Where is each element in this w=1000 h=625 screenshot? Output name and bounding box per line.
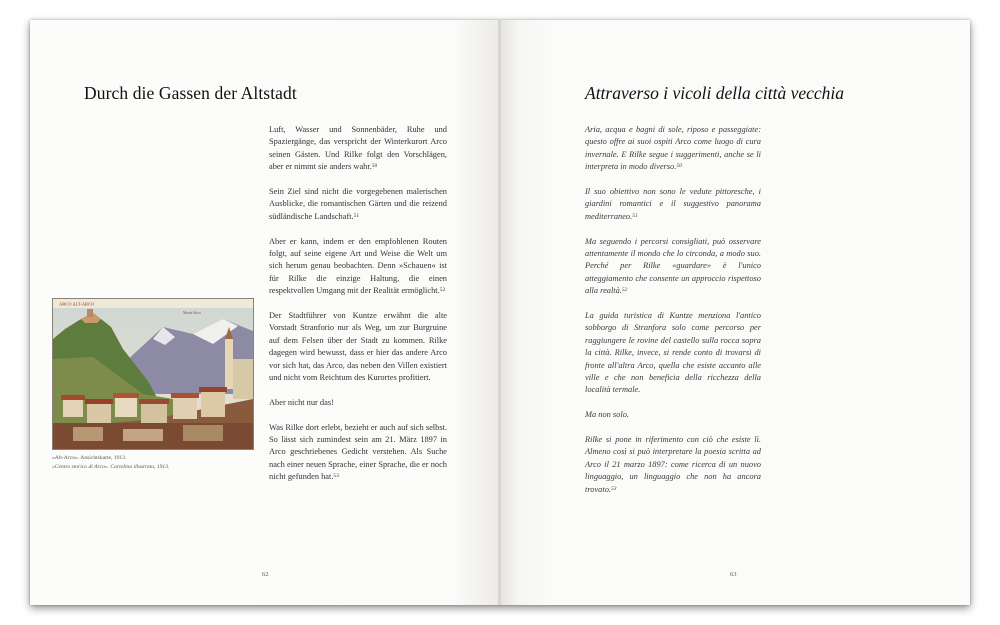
caption-italian: «Centro storico di Arco». Cartolina illustrata, 1913. <box>52 464 170 470</box>
paragraph: Was Rilke dort erlebt, bezieht er auch auf sich selbst. So lässt sich zumindest sein am 21. März 1897 in Arco geschriebenes Gedicht verstehen. Als Suche nach einer neuen Sprache, einer Sprache, die er noch nicht gefunden hat.$^{53}$ <box>269 422 447 482</box>
postcard-image <box>52 298 254 450</box>
page-title-german: Durch die Gassen der Altstadt <box>84 83 297 103</box>
page-number-right: 63 <box>730 571 737 578</box>
paragraph: Ma non solo. <box>585 410 629 420</box>
paragraph: Aria, acqua e bagni di sole, riposo e passeggiate: questo offre ai suoi ospiti Arco come luogo di cura invernale. E Rilke segue i suggerimenti, anche se li interpreta in modo diverso.$^{50}$ <box>585 125 761 172</box>
paragraph: Der Stadtführer von Kuntze erwähnt die alte Vorstadt Stranforio nur als Weg, um zur Burgruine auf dem Felsen über der Stadt zu kommen. Rilke dagegen wird bewusst, dass er hier das andere Arco vor sich hat, das Arco, das neben den Villen existiert und nicht vom Reichtum des Kurortes profitiert. <box>269 311 447 383</box>
postcard-label: Monte Stivo <box>183 311 201 315</box>
paragraph: Luft, Wasser und Sonnenbäder, Ruhe und Spaziergänge, das verspricht der Winterkurort Arco seinen Gästen. Und Rilke folgt den Vorschlägen, aber er nimmt sie anders wahr.$^{50}$ <box>269 125 447 172</box>
figure-caption <box>52 454 272 472</box>
postcard-header: ARCO ALT-ARCO <box>59 301 95 307</box>
italian-text-column <box>585 124 761 509</box>
paragraph: La guida turistica di Kuntze menziona l'antico sobborgo di Stranfora solo come percorso per raggiungere le rovine del castello sulla rocca sopra la città. Rilke, invece, si rende conto di trovarsi di fronte all'altra Arco, quella che esiste accanto alle ville e che non beneficia della ricchezza della località termale. <box>585 311 761 395</box>
paragraph: Rilke si pone in riferimento con ciò che esiste lì. Almeno così si può interpretare la poesia scritta ad Arco il 21 marzo 1897: come ricerca di un nuovo linguaggio, un linguaggio che non ha ancora trovato.$^{53}$ <box>585 435 761 494</box>
book-gutter <box>498 20 501 605</box>
page-number-left: 62 <box>262 571 269 578</box>
right-page <box>500 20 970 605</box>
paragraph: Ma seguendo i percorsi consigliati, può osservare attentamente il mondo che lo circonda, a modo suo. Perché per Rilke «guardare» è l'unico atteggiamento che consente un approccio rispettoso alla realtà.$^{52}$ <box>585 236 761 296</box>
paragraph: Il suo obiettivo non sono le vedute pittoresche, i giardini romantici e il suggestivo panorama mediterraneo.$^{51}$ <box>585 187 761 221</box>
german-text-column <box>269 124 447 496</box>
paragraph: Aber er kann, indem er den empfohlenen Routen folgt, auf seine eigene Art und Weise die Welt um sich herum genau beobachten. Denn »Schauen« ist für Rilke die einzige Haltung, die einen respektvollen Umgang mit der Realität ermöglicht.$^{52}$ <box>269 236 447 296</box>
book-spread <box>30 20 970 605</box>
paragraph: Aber nicht nur das! <box>269 397 334 407</box>
paragraph: Sein Ziel sind nicht die vorgegebenen malerischen Ausblicke, die romantischen Gärten und die reizend südländische Landschaft.$^{51}$ <box>269 187 447 221</box>
left-page <box>30 20 500 605</box>
page-title-italian: Attraverso i vicoli della città vecchia <box>585 83 845 103</box>
caption-german: »Alt-Arco«. Ansichtskarte, 1913. <box>52 455 127 461</box>
